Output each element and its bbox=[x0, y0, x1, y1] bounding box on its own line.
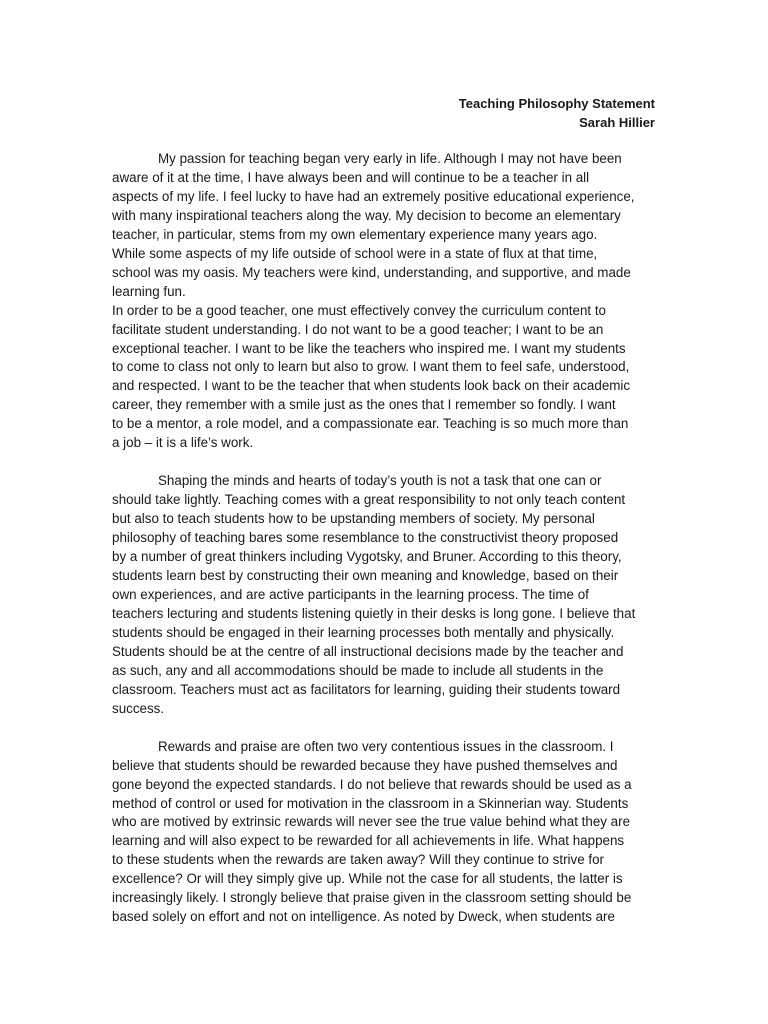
text-line: should take lightly. Teaching comes with a great responsibility to not only teach content bbox=[112, 492, 626, 508]
text-line: and respected. I want to be the teacher that when students look back on their academic bbox=[112, 378, 631, 394]
text-line: Students should be at the centre of all instructional decisions made by the teacher and bbox=[112, 643, 624, 659]
text-line: a job – it is a life’s work. bbox=[112, 435, 254, 451]
text-line: own experiences, and are active participants in the learning process. The time of bbox=[112, 586, 589, 602]
paragraph-rewards-praise bbox=[112, 738, 658, 928]
text-line: with many inspirational teachers along the way. My decision to become an elementary bbox=[112, 207, 621, 223]
text-line: classroom. Teachers must act as facilitators for learning, guiding their students toward bbox=[112, 681, 621, 697]
text-line: as such, any and all accommodations should be made to include all students in the bbox=[112, 662, 604, 678]
text-line: gone beyond the expected standards. I do not believe that rewards should be used as a bbox=[112, 776, 632, 792]
text-line: In order to be a good teacher, one must effectively convey the curriculum content to bbox=[112, 302, 607, 318]
text-line: facilitate student understanding. I do not want to be a good teacher; I want to be an bbox=[112, 321, 604, 337]
text-line: excellence? Or will they simply give up. While not the case for all students, the latter is bbox=[112, 871, 623, 887]
text-line: success. bbox=[112, 700, 165, 716]
document-body bbox=[112, 150, 658, 927]
text-line: but also to teach students how to be upstanding members of society. My personal bbox=[112, 511, 595, 527]
document-header bbox=[459, 94, 655, 132]
text-line: While some aspects of my life outside of school were in a state of flux at that time, bbox=[112, 245, 598, 261]
text-line: by a number of great thinkers including Vygotsky, and Bruner. According to this theory, bbox=[112, 549, 622, 565]
paragraph-passion bbox=[112, 150, 658, 302]
text-line: method of control or used for motivation in the classroom in a Skinnerian way. Students bbox=[112, 795, 629, 811]
document-title: Teaching Philosophy Statement bbox=[458, 96, 655, 111]
text-line: students should be engaged in their learning processes both mentally and physically. bbox=[112, 624, 615, 640]
text-line: exceptional teacher. I want to be like the teachers who inspired me. I want my students bbox=[112, 340, 626, 356]
text-line: learning and will also expect to be rewarded for all achievements in life. What happens bbox=[112, 833, 625, 849]
text-line: to be a mentor, a role model, and a compassionate ear. Teaching is so much more than bbox=[112, 416, 629, 432]
text-line: who are motived by extrinsic rewards will never see the true value behind what they are bbox=[112, 814, 631, 830]
text-line: to these students when the rewards are taken away? Will they continue to strive for bbox=[112, 852, 604, 868]
paragraph-gap bbox=[112, 453, 658, 472]
text-line: to come to class not only to learn but also to grow. I want them to feel safe, understood, bbox=[112, 359, 630, 375]
document-author: Sarah Hillier bbox=[579, 115, 655, 130]
text-line: teachers lecturing and students listening quietly in their desks is long gone. I believe that bbox=[112, 605, 636, 621]
text-line: My passion for teaching began very early in life. Although I may not have been bbox=[158, 151, 622, 166]
text-line: students learn best by constructing their own meaning and knowledge, based on their bbox=[112, 568, 619, 584]
text-line: Rewards and praise are often two very contentious issues in the classroom. I bbox=[158, 738, 614, 754]
text-line: teacher, in particular, stems from my own elementary experience many years ago. bbox=[112, 226, 598, 242]
text-line: Shaping the minds and hearts of today’s youth is not a task that one can or bbox=[158, 473, 602, 489]
text-line: career, they remember with a smile just as the ones that I remember so fondly. I want bbox=[112, 397, 616, 413]
text-line: based solely on effort and not on intelligence. As noted by Dweck, when students are bbox=[112, 909, 615, 925]
text-line: learning fun. bbox=[112, 283, 186, 299]
text-line: aspects of my life. I feel lucky to have had an extremely positive educational experience, bbox=[112, 188, 635, 204]
text-line: school was my oasis. My teachers were kind, understanding, and supportive, and made bbox=[112, 264, 631, 280]
paragraph-gap bbox=[112, 719, 658, 738]
text-line: believe that students should be rewarded because they have pushed themselves and bbox=[112, 757, 618, 773]
text-line: aware of it at the time, I have always been and will continue to be a teacher in all bbox=[112, 169, 590, 185]
text-line: philosophy of teaching bares some resemblance to the constructivist theory proposed bbox=[112, 530, 619, 546]
paragraph-good-teacher bbox=[112, 302, 658, 454]
paragraph-shaping-minds bbox=[112, 472, 658, 718]
text-line: increasingly likely. I strongly believe that praise given in the classroom setting should be bbox=[112, 890, 632, 906]
